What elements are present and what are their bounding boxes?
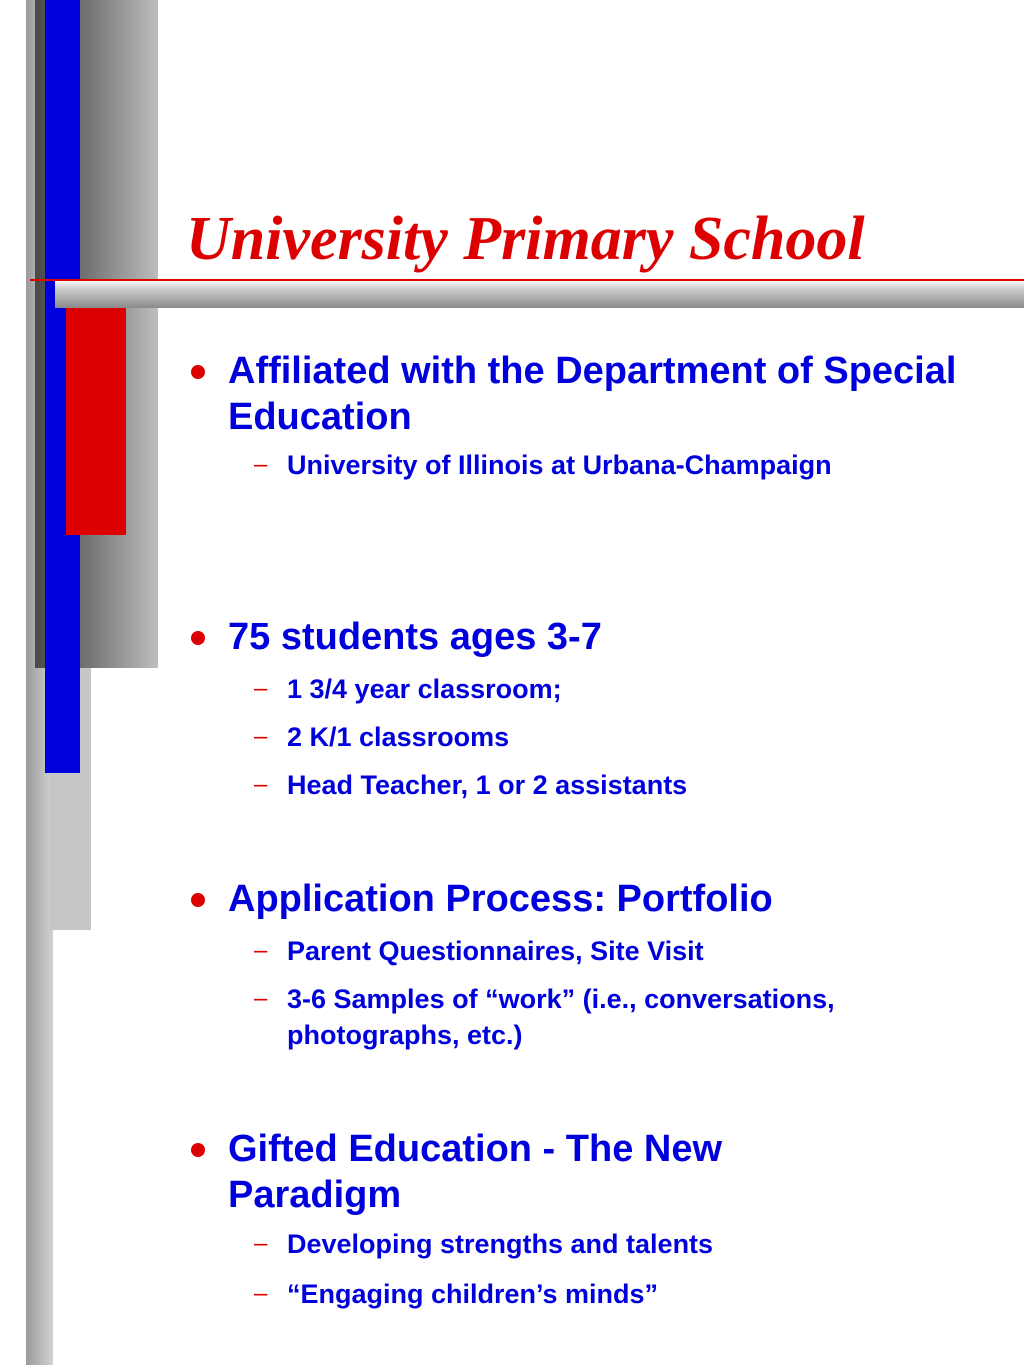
sub-bullet-text: University of Illinois at Urbana-Champaign (287, 450, 832, 480)
bullet-text: Application Process: Portfolio (228, 878, 773, 920)
bullet-dot-icon (191, 365, 205, 379)
sub-bullet-text: Head Teacher, 1 or 2 assistants (287, 770, 688, 800)
bullet-main (186, 348, 986, 440)
dash-icon: – (254, 675, 268, 702)
bullet-main (186, 1126, 846, 1218)
sub-bullet-text: Developing strengths and talents (287, 1229, 714, 1259)
dash-icon: – (254, 985, 268, 1012)
sub-bullet-text: 2 K/1 classrooms (287, 722, 510, 752)
bullet-text: Affiliated with the Department of Special Education (228, 350, 957, 438)
dash-icon: – (254, 1280, 268, 1307)
bullet-item (186, 348, 986, 483)
bullet-item (186, 876, 986, 1053)
sub-bullet (186, 767, 986, 803)
bullet-text: Gifted Education - The New Paradigm (228, 1128, 723, 1216)
sub-bullet-text: “Engaging children’s minds” (287, 1279, 659, 1309)
dash-icon: – (254, 1230, 268, 1257)
title-red-line (30, 279, 1024, 281)
bullet-text: 75 students ages 3-7 (228, 616, 602, 658)
bullet-item (186, 614, 986, 803)
sub-bullet (186, 933, 986, 969)
bullet-dot-icon (191, 631, 205, 645)
title-underline-bar (55, 280, 1024, 308)
decorative-red-block (66, 308, 126, 535)
sub-bullet (186, 1276, 846, 1312)
bullet-main (186, 614, 986, 660)
bullet-main (186, 876, 986, 922)
sub-bullet (186, 447, 887, 483)
sub-bullet (186, 1226, 846, 1262)
dash-icon: – (254, 937, 268, 964)
dash-icon: – (254, 771, 268, 798)
dash-icon: – (254, 451, 268, 478)
bullet-dot-icon (191, 893, 205, 907)
sub-bullet (186, 719, 986, 755)
sub-bullet (186, 671, 986, 707)
sub-bullet (186, 981, 847, 1053)
slide-title: University Primary School (186, 205, 865, 273)
sub-bullet-text: Parent Questionnaires, Site Visit (287, 936, 704, 966)
bullet-item (186, 1126, 846, 1312)
sub-bullet-text: 1 3/4 year classroom; (287, 674, 562, 704)
sub-bullet-text: 3-6 Samples of “work” (i.e., conversations, photographs, etc.) (287, 984, 835, 1050)
dash-icon: – (254, 723, 268, 750)
bullet-dot-icon (191, 1143, 205, 1157)
